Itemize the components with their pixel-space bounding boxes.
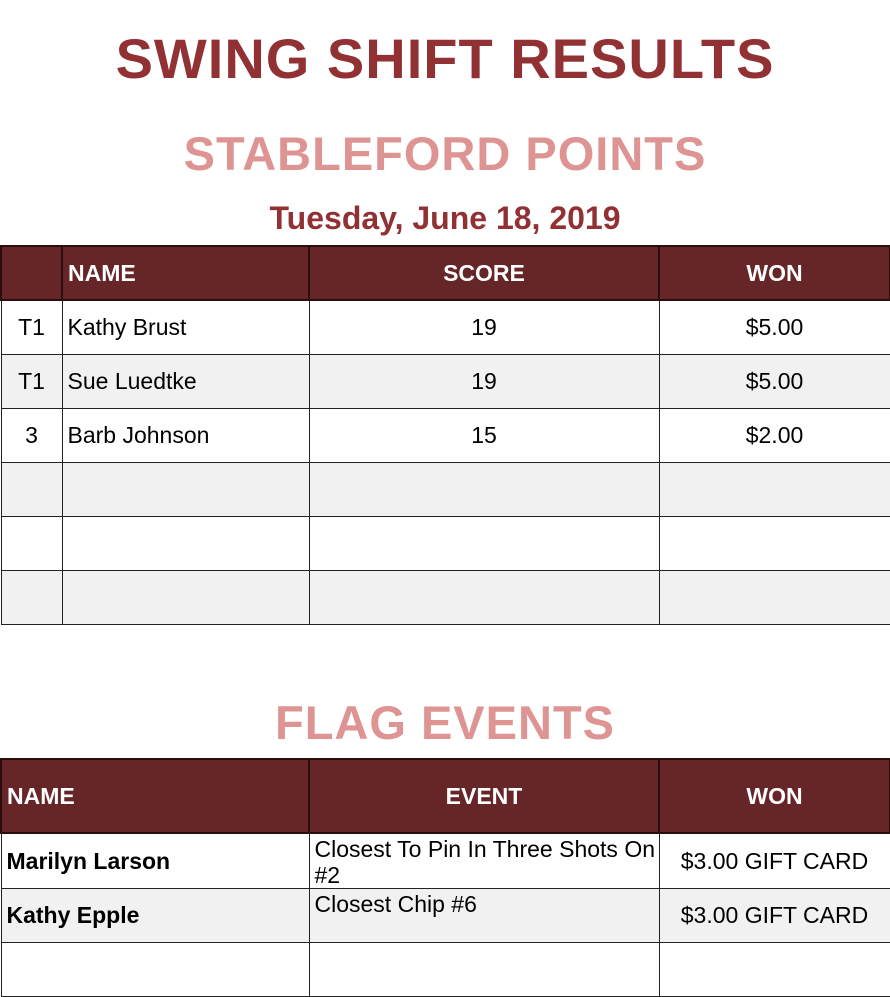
won-cell: $3.00 GIFT CARD <box>659 833 890 889</box>
flag-events-table <box>0 758 890 997</box>
won-cell <box>659 570 890 624</box>
table-row <box>1 300 890 354</box>
name-cell: Barb Johnson <box>62 408 309 462</box>
table-row <box>1 408 890 462</box>
table-row <box>1 570 890 624</box>
won-cell: $5.00 <box>659 300 890 354</box>
score-cell <box>309 570 659 624</box>
column-header-name: NAME <box>1 759 309 833</box>
column-header-score: SCORE <box>309 246 659 300</box>
won-cell <box>659 516 890 570</box>
table-row <box>1 354 890 408</box>
event-cell: Closest To Pin In Three Shots On #2 <box>309 833 659 889</box>
page-title: SWING SHIFT RESULTS <box>115 27 775 90</box>
score-cell: 15 <box>309 408 659 462</box>
name-cell <box>62 462 309 516</box>
column-header-name: NAME <box>62 246 309 300</box>
name-cell: Kathy Brust <box>62 300 309 354</box>
flag-header-row <box>1 759 890 833</box>
place-cell: T1 <box>1 300 62 354</box>
place-cell <box>1 462 62 516</box>
column-header-won: WON <box>659 759 890 833</box>
won-cell <box>659 943 890 997</box>
event-cell: Closest Chip #6 <box>309 889 659 943</box>
won-cell: $3.00 GIFT CARD <box>659 889 890 943</box>
place-cell: 3 <box>1 408 62 462</box>
table-row <box>1 943 890 997</box>
won-cell <box>659 462 890 516</box>
table-row <box>1 516 890 570</box>
table-row <box>1 833 890 889</box>
stableford-title: STABLEFORD POINTS <box>183 127 707 180</box>
event-date: Tuesday, June 18, 2019 <box>269 200 621 236</box>
stableford-header-row <box>1 246 890 300</box>
flag-events-title: FLAG EVENTS <box>274 696 616 749</box>
won-cell: $5.00 <box>659 354 890 408</box>
place-cell <box>1 516 62 570</box>
column-header-won: WON <box>659 246 890 300</box>
event-cell <box>309 943 659 997</box>
place-cell: T1 <box>1 354 62 408</box>
won-cell: $2.00 <box>659 408 890 462</box>
stableford-table <box>0 245 890 625</box>
column-header-place <box>1 246 62 300</box>
score-cell <box>309 516 659 570</box>
table-row <box>1 889 890 943</box>
score-cell: 19 <box>309 300 659 354</box>
table-row <box>1 462 890 516</box>
name-cell: Sue Luedtke <box>62 354 309 408</box>
score-cell: 19 <box>309 354 659 408</box>
name-cell: Kathy Epple <box>1 889 309 943</box>
score-cell <box>309 462 659 516</box>
name-cell <box>62 570 309 624</box>
name-cell <box>1 943 309 997</box>
name-cell <box>62 516 309 570</box>
name-cell: Marilyn Larson <box>1 833 309 889</box>
place-cell <box>1 570 62 624</box>
column-header-event: EVENT <box>309 759 659 833</box>
